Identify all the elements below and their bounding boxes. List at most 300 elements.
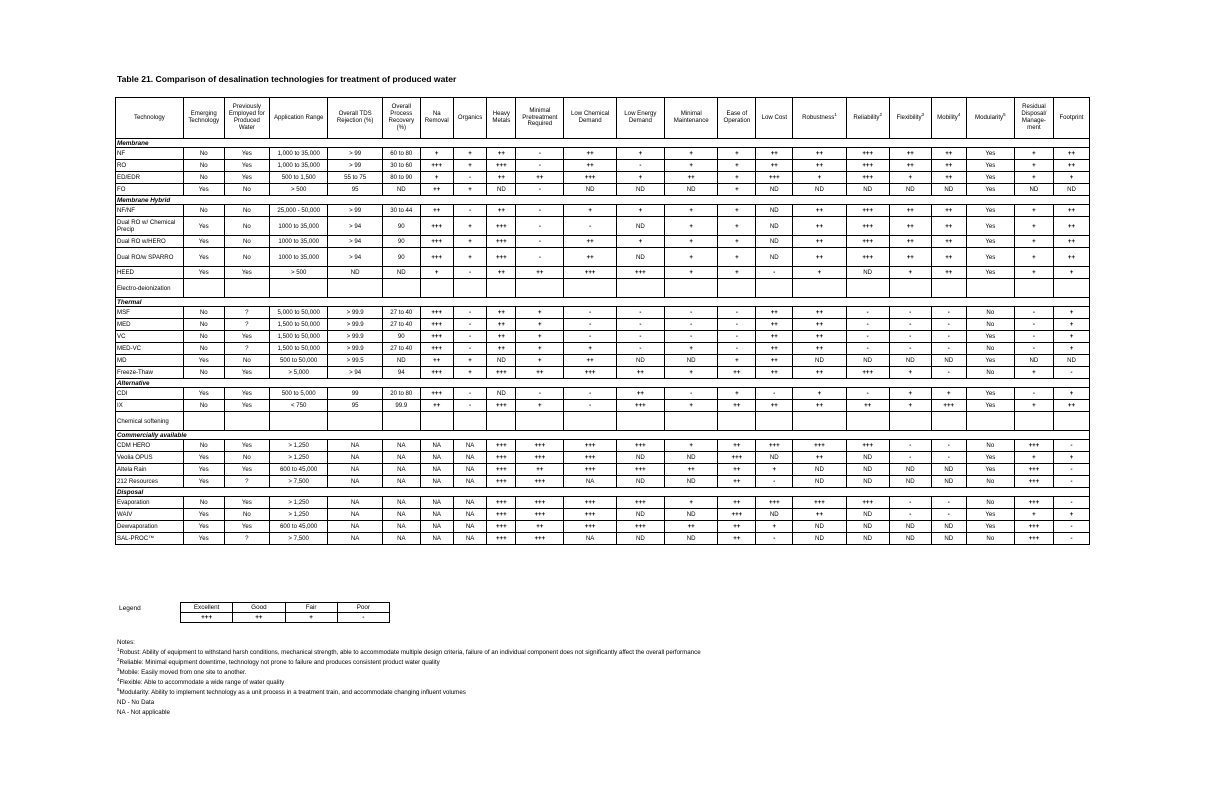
- table-cell: No: [224, 509, 269, 521]
- table-row: [116, 400, 1090, 412]
- column-header: [269, 98, 328, 139]
- table-cell: +++: [564, 267, 616, 279]
- table-cell: ++: [616, 367, 664, 379]
- table-cell: ++: [793, 509, 846, 521]
- table-cell: ND: [1053, 355, 1089, 367]
- table-cell: ++: [793, 331, 846, 343]
- table-row: [116, 476, 1090, 488]
- table-cell: -: [453, 205, 487, 217]
- table-cell: ++: [793, 343, 846, 355]
- table-cell: ++: [564, 248, 616, 267]
- table-row: [116, 509, 1090, 521]
- table-cell: NA: [328, 533, 382, 545]
- table-cell: +++: [487, 160, 516, 172]
- table-cell: +++: [420, 217, 453, 236]
- column-header-label: Application Range: [273, 113, 324, 121]
- table-row: [116, 307, 1090, 319]
- table-cell: -: [564, 331, 616, 343]
- table-cell: 20 to 80: [382, 388, 420, 400]
- table-cell: +: [665, 497, 718, 509]
- table-cell: [487, 412, 516, 431]
- table-cell: +++: [516, 533, 564, 545]
- table-cell: -: [1053, 476, 1089, 488]
- legend-rating: Good: [233, 603, 285, 613]
- table-cell: -: [616, 319, 664, 331]
- table-cell: +++: [516, 497, 564, 509]
- table-cell: +++: [487, 464, 516, 476]
- section-row: [116, 298, 1090, 307]
- table-cell: ++: [420, 400, 453, 412]
- legend-symbol: -: [337, 613, 389, 623]
- table-cell: No: [224, 236, 269, 248]
- table-cell: 1,500 to 50,000: [269, 331, 328, 343]
- table-cell: +: [453, 355, 487, 367]
- table-cell: +++: [420, 307, 453, 319]
- table-cell: +: [931, 388, 966, 400]
- table-cell: NA: [564, 533, 616, 545]
- table-cell: ?: [224, 476, 269, 488]
- table-cell: Yes: [966, 236, 1014, 248]
- table-cell: Yes: [183, 533, 224, 545]
- table-cell: 27 to 40: [382, 343, 420, 355]
- table-cell: > 7,500: [269, 533, 328, 545]
- table-cell: -: [564, 388, 616, 400]
- table-cell: ND: [846, 355, 889, 367]
- table-row: [116, 236, 1090, 248]
- table-cell: +++: [487, 248, 516, 267]
- table-cell: > 99: [328, 148, 382, 160]
- table-cell: ++: [516, 521, 564, 533]
- table-cell: -: [718, 331, 756, 343]
- table-cell: ++: [1053, 217, 1089, 236]
- column-header-label: Heavy Metals: [492, 110, 511, 124]
- notes: [117, 638, 701, 718]
- table-cell: [665, 412, 718, 431]
- table-cell: 90: [382, 331, 420, 343]
- table-cell: ND: [665, 476, 718, 488]
- table-cell: -: [516, 148, 564, 160]
- table-cell: No: [183, 400, 224, 412]
- column-header-label: Na Removal: [424, 110, 449, 124]
- table-cell: -: [931, 343, 966, 355]
- table-row: [116, 172, 1090, 184]
- table-cell: > 1,250: [269, 440, 328, 452]
- table-cell: ++: [793, 236, 846, 248]
- table-cell: Yes: [966, 388, 1014, 400]
- legend-table: [180, 602, 390, 623]
- table-cell: +: [453, 184, 487, 196]
- table-cell: -: [1053, 533, 1089, 545]
- table-cell: ++: [1053, 148, 1089, 160]
- table-cell: NA: [328, 509, 382, 521]
- table-cell: ++: [756, 331, 793, 343]
- table-cell: ND: [665, 509, 718, 521]
- table-cell: ++: [487, 172, 516, 184]
- table-cell: +++: [516, 476, 564, 488]
- table-cell: +: [718, 248, 756, 267]
- table-cell: [966, 412, 1014, 431]
- table-cell: +++: [846, 367, 889, 379]
- table-cell: No: [224, 205, 269, 217]
- table-cell: +++: [931, 400, 966, 412]
- table-cell: No: [966, 307, 1014, 319]
- note-text: Robust: Ability of equipment to withstand harsh conditions, mechanical strength, able to accommodate multiple design criteria, failure of an individual component does not significantly affect the overall performance: [119, 649, 701, 656]
- table-cell: Yes: [183, 388, 224, 400]
- table-cell: +: [1053, 343, 1089, 355]
- table-cell: -: [889, 343, 931, 355]
- table-cell: -: [516, 217, 564, 236]
- legend-rating: Fair: [285, 603, 337, 613]
- table-cell: +: [1014, 267, 1053, 279]
- table-cell: -: [453, 388, 487, 400]
- table-cell: +: [1014, 236, 1053, 248]
- table-cell: +: [420, 172, 453, 184]
- column-header-label: Low Energy Demand: [624, 110, 657, 124]
- table-cell: -: [516, 388, 564, 400]
- table-cell: ND: [846, 509, 889, 521]
- table-cell: Yes: [183, 248, 224, 267]
- note-line: [117, 648, 701, 658]
- table-cell: ND: [793, 355, 846, 367]
- table-cell: +++: [487, 236, 516, 248]
- table-row: [116, 205, 1090, 217]
- table-cell: No: [224, 355, 269, 367]
- table-cell: [183, 279, 224, 298]
- table-cell: +: [453, 217, 487, 236]
- table-cell: +: [1053, 452, 1089, 464]
- section-row: [116, 431, 1090, 440]
- table-cell: No: [183, 497, 224, 509]
- table-cell: NA: [420, 452, 453, 464]
- table-cell: 5,000 to 50,000: [269, 307, 328, 319]
- table-cell: +++: [616, 400, 664, 412]
- table-cell: -: [1014, 388, 1053, 400]
- table-cell: Yes: [183, 521, 224, 533]
- table-cell: -: [718, 343, 756, 355]
- table-cell: ND: [487, 355, 516, 367]
- table-row: [116, 412, 1090, 431]
- table-cell: +: [516, 307, 564, 319]
- table-cell: ND: [793, 533, 846, 545]
- table-cell: ND: [564, 184, 616, 196]
- table-cell: NA: [420, 440, 453, 452]
- table-cell: ND: [756, 509, 793, 521]
- table-cell: Yes: [183, 267, 224, 279]
- table-cell: [889, 412, 931, 431]
- table-cell: +: [718, 388, 756, 400]
- table-cell: +: [665, 248, 718, 267]
- table-cell: ND: [382, 184, 420, 196]
- table-cell: -: [516, 184, 564, 196]
- table-cell: Yes: [966, 217, 1014, 236]
- table-cell: ND: [616, 452, 664, 464]
- table-cell: 80 to 90: [382, 172, 420, 184]
- technology-name: SAL-PROC™: [116, 533, 184, 545]
- table-cell: -: [665, 331, 718, 343]
- footnote-marker: 1: [117, 646, 120, 652]
- table-cell: 1,500 to 50,000: [269, 343, 328, 355]
- table-cell: ND: [665, 355, 718, 367]
- section-label: Commercially available: [116, 431, 1090, 440]
- legend-symbols-row: [181, 613, 390, 623]
- table-cell: ++: [793, 205, 846, 217]
- table-row: [116, 343, 1090, 355]
- table-cell: NA: [453, 464, 487, 476]
- table-cell: 90: [382, 248, 420, 267]
- table-cell: > 94: [328, 217, 382, 236]
- column-header-label: Technology: [133, 113, 165, 121]
- table-cell: -: [889, 509, 931, 521]
- table-cell: > 7,500: [269, 476, 328, 488]
- table-cell: [889, 279, 931, 298]
- table-cell: 1000 to 35,000: [269, 248, 328, 267]
- table-cell: ND: [756, 217, 793, 236]
- column-header: [931, 98, 966, 139]
- table-cell: ++: [756, 367, 793, 379]
- table-cell: Yes: [966, 248, 1014, 267]
- table-cell: Yes: [224, 400, 269, 412]
- table-cell: ++: [931, 160, 966, 172]
- note-line: [117, 688, 701, 698]
- note-text: Mobile: Easily moved from one site to another.: [119, 669, 247, 676]
- table-cell: 90: [382, 217, 420, 236]
- technology-name: MED-VC: [116, 343, 184, 355]
- table-cell: ++: [793, 248, 846, 267]
- table-cell: +: [756, 521, 793, 533]
- table-cell: No: [966, 533, 1014, 545]
- table-cell: [718, 412, 756, 431]
- table-cell: +: [564, 343, 616, 355]
- table-cell: Yes: [966, 452, 1014, 464]
- table-cell: Yes: [224, 267, 269, 279]
- table-cell: -: [931, 509, 966, 521]
- table-cell: +++: [516, 452, 564, 464]
- technology-name: CDM HERO: [116, 440, 184, 452]
- table-cell: [718, 279, 756, 298]
- table-cell: Yes: [966, 509, 1014, 521]
- table-cell: 30 to 44: [382, 205, 420, 217]
- column-header: [328, 98, 382, 139]
- table-cell: NA: [453, 497, 487, 509]
- technology-name: Veolia OPUS: [116, 452, 184, 464]
- table-cell: No: [183, 160, 224, 172]
- technology-name: Electro-deionization: [116, 279, 184, 298]
- table-cell: 500 to 50,000: [269, 355, 328, 367]
- note-text: Reliable: Minimal equipment downtime, technology not prone to failure and produces consistent product water quality: [119, 659, 440, 666]
- table-cell: +: [889, 400, 931, 412]
- table-cell: +++: [718, 452, 756, 464]
- column-header-label: Overall TDS Rejection (%): [336, 110, 374, 124]
- table-cell: ++: [718, 476, 756, 488]
- table-cell: +++: [846, 236, 889, 248]
- footnote-marker: 5: [117, 686, 120, 692]
- table-cell: ++: [616, 388, 664, 400]
- table-cell: ++: [931, 267, 966, 279]
- table-cell: [564, 279, 616, 298]
- table-cell: > 99: [328, 205, 382, 217]
- table-cell: [966, 279, 1014, 298]
- table-cell: +: [1053, 388, 1089, 400]
- table-cell: +++: [756, 440, 793, 452]
- technology-name: MSF: [116, 307, 184, 319]
- technology-name: VC: [116, 331, 184, 343]
- table-cell: -: [516, 205, 564, 217]
- table-cell: [665, 279, 718, 298]
- table-row: [116, 148, 1090, 160]
- table-cell: +: [793, 267, 846, 279]
- table-cell: +++: [420, 236, 453, 248]
- table-cell: +: [665, 205, 718, 217]
- table-cell: +++: [487, 367, 516, 379]
- table-cell: +++: [420, 343, 453, 355]
- table-cell: -: [665, 307, 718, 319]
- table-cell: > 5,000: [269, 367, 328, 379]
- table-cell: +++: [487, 476, 516, 488]
- table-cell: +: [718, 217, 756, 236]
- table-cell: ++: [889, 217, 931, 236]
- table-cell: ++: [487, 205, 516, 217]
- table-cell: -: [616, 307, 664, 319]
- table-cell: [846, 279, 889, 298]
- column-header-label: Robustness: [802, 113, 835, 121]
- table-cell: -: [931, 307, 966, 319]
- table-cell: NA: [420, 464, 453, 476]
- table-cell: ND: [487, 388, 516, 400]
- table-cell: -: [756, 476, 793, 488]
- table-cell: > 500: [269, 184, 328, 196]
- table-cell: [1014, 279, 1053, 298]
- table-cell: ++: [931, 236, 966, 248]
- table-cell: [616, 279, 664, 298]
- table-cell: < 750: [269, 400, 328, 412]
- legend-label: Legend: [119, 605, 141, 612]
- table-cell: No: [183, 343, 224, 355]
- technology-name: Dewvaporation: [116, 521, 184, 533]
- table-cell: +: [616, 148, 664, 160]
- table-cell: +: [1053, 172, 1089, 184]
- table-cell: ++: [718, 497, 756, 509]
- table-cell: No: [224, 184, 269, 196]
- table-cell: -: [756, 388, 793, 400]
- table-cell: 500 to 1,500: [269, 172, 328, 184]
- table-cell: NA: [328, 452, 382, 464]
- table-cell: -: [889, 452, 931, 464]
- table-cell: [846, 412, 889, 431]
- table-cell: 27 to 40: [382, 307, 420, 319]
- table-row: [116, 367, 1090, 379]
- table-cell: No: [966, 440, 1014, 452]
- legend-names-row: [181, 603, 390, 613]
- table-cell: +: [1053, 509, 1089, 521]
- table-cell: [183, 412, 224, 431]
- technology-name: ED/EDR: [116, 172, 184, 184]
- table-row: [116, 440, 1090, 452]
- table-cell: 27 to 40: [382, 319, 420, 331]
- table-cell: -: [665, 319, 718, 331]
- table-cell: [382, 412, 420, 431]
- table-cell: +++: [516, 440, 564, 452]
- table-cell: 60 to 80: [382, 148, 420, 160]
- table-cell: ND: [931, 184, 966, 196]
- table-cell: ++: [487, 343, 516, 355]
- table-cell: -: [889, 319, 931, 331]
- table-cell: ++: [793, 452, 846, 464]
- table-cell: +++: [846, 248, 889, 267]
- table-cell: No: [224, 248, 269, 267]
- table-cell: +++: [487, 452, 516, 464]
- table-cell: +: [665, 160, 718, 172]
- table-cell: Yes: [183, 464, 224, 476]
- table-row: [116, 319, 1090, 331]
- table-cell: ?: [224, 307, 269, 319]
- table-cell: ND: [846, 184, 889, 196]
- table-cell: [516, 279, 564, 298]
- table-cell: ND: [846, 452, 889, 464]
- table-cell: +: [718, 160, 756, 172]
- table-cell: +: [665, 236, 718, 248]
- table-cell: +++: [846, 172, 889, 184]
- table-cell: 1,000 to 35,000: [269, 160, 328, 172]
- footnote-marker: 3: [921, 111, 925, 117]
- table-cell: ++: [889, 205, 931, 217]
- table-cell: Yes: [224, 160, 269, 172]
- table-cell: Yes: [224, 367, 269, 379]
- table-cell: -: [1014, 343, 1053, 355]
- table-cell: [793, 279, 846, 298]
- table-cell: Yes: [966, 184, 1014, 196]
- table-cell: ND: [1014, 355, 1053, 367]
- table-cell: -: [931, 452, 966, 464]
- table-cell: NA: [453, 521, 487, 533]
- table-cell: Yes: [224, 440, 269, 452]
- table-cell: NA: [382, 476, 420, 488]
- table-cell: No: [183, 205, 224, 217]
- table-cell: +++: [487, 521, 516, 533]
- table-cell: -: [453, 307, 487, 319]
- column-header: [183, 98, 224, 139]
- table-cell: -: [718, 307, 756, 319]
- table-cell: +: [1014, 205, 1053, 217]
- table-cell: ++: [718, 440, 756, 452]
- table-cell: Yes: [966, 148, 1014, 160]
- table-cell: No: [183, 319, 224, 331]
- table-cell: +: [516, 343, 564, 355]
- table-cell: No: [183, 331, 224, 343]
- table-cell: ++: [1053, 236, 1089, 248]
- table-cell: +: [718, 355, 756, 367]
- table-cell: -: [1053, 521, 1089, 533]
- table-cell: +: [453, 367, 487, 379]
- table-cell: -: [846, 319, 889, 331]
- table-cell: > 99: [328, 160, 382, 172]
- table-cell: -: [453, 267, 487, 279]
- table-cell: ND: [756, 248, 793, 267]
- table-cell: Yes: [224, 497, 269, 509]
- table-row: [116, 521, 1090, 533]
- table-cell: +: [718, 236, 756, 248]
- table-cell: [931, 412, 966, 431]
- table-cell: +: [1014, 160, 1053, 172]
- table-cell: NA: [420, 533, 453, 545]
- table-cell: No: [966, 367, 1014, 379]
- table-cell: Yes: [966, 400, 1014, 412]
- table-cell: 500 to 5,000: [269, 388, 328, 400]
- table-row: [116, 267, 1090, 279]
- table-cell: NA: [453, 533, 487, 545]
- table-cell: +: [665, 440, 718, 452]
- table-cell: 600 to 45,000: [269, 464, 328, 476]
- table-cell: NA: [420, 509, 453, 521]
